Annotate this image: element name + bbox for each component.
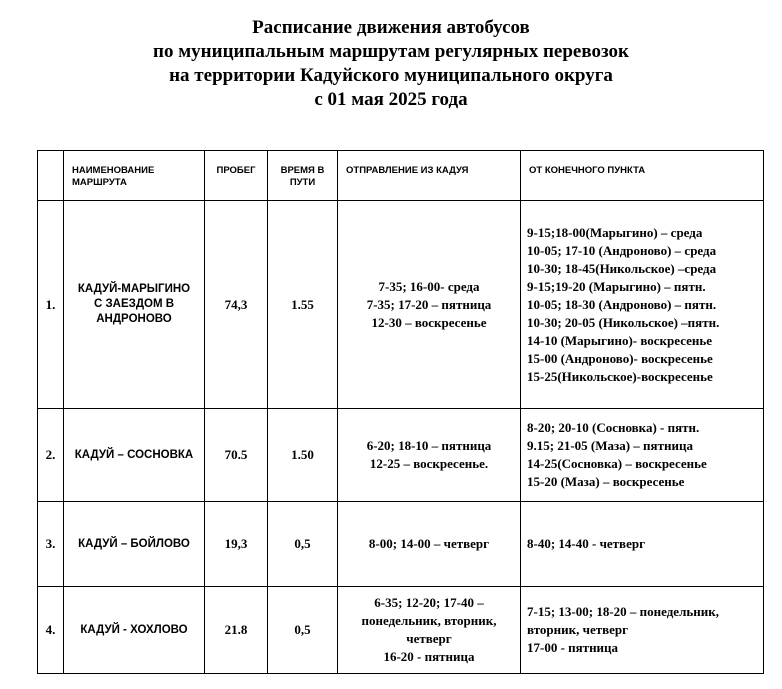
departure-times: 7-35; 16-00- среда 7-35; 17-20 – пятница 12-30 – воскресенье bbox=[338, 201, 521, 409]
route-name: КАДУЙ - ХОХЛОВО bbox=[64, 587, 205, 674]
route-distance: 19,3 bbox=[205, 502, 268, 587]
header-travel-time: ВРЕМЯ В ПУТИ bbox=[268, 151, 338, 201]
row-number: 4. bbox=[38, 587, 64, 674]
route-travel-time: 0,5 bbox=[268, 502, 338, 587]
route-distance: 21.8 bbox=[205, 587, 268, 674]
table-row bbox=[38, 587, 764, 674]
route-name: КАДУЙ – БОЙЛОВО bbox=[64, 502, 205, 587]
route-distance: 70.5 bbox=[205, 409, 268, 502]
route-travel-time: 1.55 bbox=[268, 201, 338, 409]
header-row bbox=[38, 151, 764, 201]
return-times: 8-20; 20-10 (Сосновка) - пятн. 9.15; 21-05 (Маза) – пятница 14-25(Сосновка) – воскресенье 15-20 (Маза) – воскресенье bbox=[521, 409, 764, 502]
title-line-4: с 01 мая 2025 года bbox=[314, 89, 468, 110]
row-number: 2. bbox=[38, 409, 64, 502]
header-route-name: НАИМЕНОВАНИЕ МАРШРУТА bbox=[64, 151, 205, 201]
header-distance: ПРОБЕГ bbox=[205, 151, 268, 201]
return-times: 9-15;18-00(Марыгино) – среда 10-05; 17-10 (Андроново) – среда 10-30; 18-45(Никольское) –среда 9-15;19-20 (Марыгино) – пятн. 10-05; 18-30 (Андроново) – пятн. 10-30; 20-05 (Никольское) –пятн. 14-10 (Марыгино)- воскресенье 15-00 (Андроново)- воскресенье 15-25(Никольское)-воскресенье bbox=[521, 201, 764, 409]
departure-times: 8-00; 14-00 – четверг bbox=[338, 502, 521, 587]
row-number: 1. bbox=[38, 201, 64, 409]
return-times: 8-40; 14-40 - четверг bbox=[521, 502, 764, 587]
title-line-1: Расписание движения автобусов bbox=[252, 17, 530, 38]
table-row bbox=[38, 409, 764, 502]
route-name: КАДУЙ – СОСНОВКА bbox=[64, 409, 205, 502]
header-return: ОТ КОНЕЧНОГО ПУНКТА bbox=[521, 151, 764, 201]
header-num bbox=[38, 151, 64, 201]
header-departure: ОТПРАВЛЕНИЕ ИЗ КАДУЯ bbox=[338, 151, 521, 201]
schedule-table bbox=[37, 150, 764, 674]
document-title bbox=[0, 16, 782, 112]
row-number: 3. bbox=[38, 502, 64, 587]
route-travel-time: 1.50 bbox=[268, 409, 338, 502]
table-row bbox=[38, 201, 764, 409]
route-name: КАДУЙ-МАРЫГИНО С ЗАЕЗДОМ В АНДРОНОВО bbox=[64, 201, 205, 409]
title-line-3: на территории Кадуйского муниципального округа bbox=[169, 65, 613, 86]
table-row bbox=[38, 502, 764, 587]
route-distance: 74,3 bbox=[205, 201, 268, 409]
departure-times: 6-20; 18-10 – пятница 12-25 – воскресенье. bbox=[338, 409, 521, 502]
route-travel-time: 0,5 bbox=[268, 587, 338, 674]
title-line-2: по муниципальным маршрутам регулярных перевозок bbox=[153, 41, 629, 62]
departure-times: 6-35; 12-20; 17-40 – понедельник, вторник, четверг 16-20 - пятница bbox=[338, 587, 521, 674]
return-times: 7-15; 13-00; 18-20 – понедельник, вторник, четверг 17-00 - пятница bbox=[521, 587, 764, 674]
